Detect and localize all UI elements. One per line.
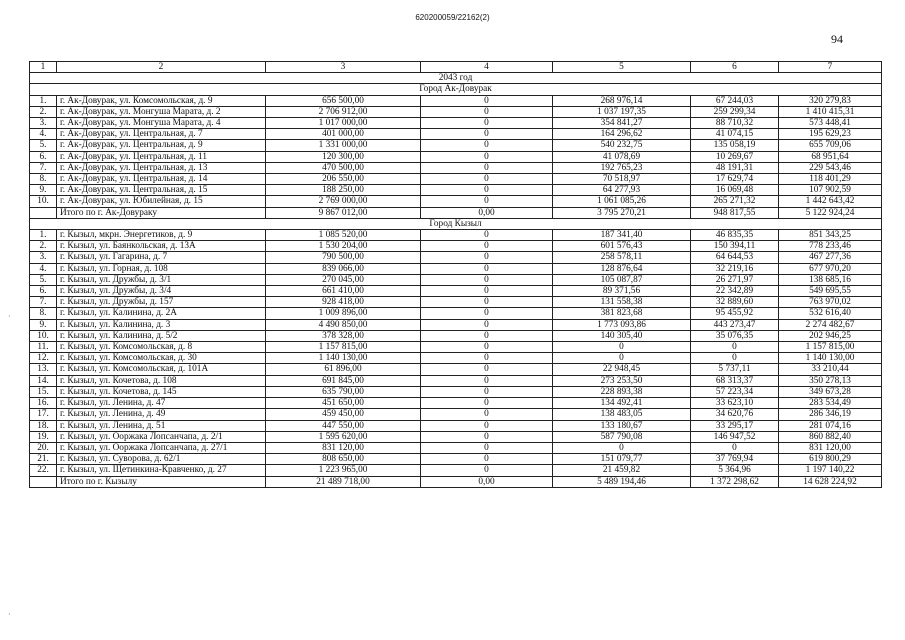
value-cell: 0 — [421, 274, 553, 285]
value-cell: 1 037 197,35 — [553, 106, 691, 117]
value-cell: 164 296,62 — [553, 129, 691, 140]
value-cell: 587 790,08 — [553, 431, 691, 442]
value-cell: 2 769 000,00 — [266, 196, 421, 207]
value-cell: 202 946,25 — [779, 330, 882, 341]
address-cell: г. Кызыл, ул. Горная, д. 108 — [57, 263, 266, 274]
value-cell: 0 — [421, 162, 553, 173]
value-cell: 32 889,60 — [691, 297, 779, 308]
value-cell: 0 — [421, 297, 553, 308]
total-row — [30, 207, 882, 218]
value-cell: 120 300,00 — [266, 151, 421, 162]
value-cell: 37 769,94 — [691, 454, 779, 465]
column-header-cell: 2 — [57, 62, 266, 73]
value-cell: 1 773 093,86 — [553, 319, 691, 330]
value-cell: 0 — [421, 454, 553, 465]
address-cell: г. Кызыл, ул. Калинина, д. 5/2 — [57, 330, 266, 341]
value-cell: 0 — [421, 196, 553, 207]
value-cell: 0 — [421, 241, 553, 252]
value-cell: 95 455,92 — [691, 308, 779, 319]
value-cell: 0 — [421, 442, 553, 453]
table-row — [30, 386, 882, 397]
address-cell: г. Кызыл, ул. Калинина, д. 2А — [57, 308, 266, 319]
total-label: Итого по г. Ак-Довураку — [57, 207, 266, 218]
value-cell: 0 — [421, 342, 553, 353]
column-header-cell: 6 — [691, 62, 779, 73]
table-row — [30, 129, 882, 140]
value-cell: 2 274 482,67 — [779, 319, 882, 330]
value-cell: 10 269,67 — [691, 151, 779, 162]
value-cell: 188 250,00 — [266, 185, 421, 196]
value-cell: 540 232,75 — [553, 140, 691, 151]
row-number-cell: 19. — [30, 431, 57, 442]
row-number-cell: 9. — [30, 185, 57, 196]
table-row — [30, 151, 882, 162]
value-cell: 573 448,41 — [779, 118, 882, 129]
value-cell: 601 576,43 — [553, 241, 691, 252]
address-cell: г. Кызыл, ул. Дружбы, д. 157 — [57, 297, 266, 308]
address-cell: г. Кызыл, ул. Калинина, д. 3 — [57, 319, 266, 330]
address-cell: г. Кызыл, ул. Комсомольская, д. 8 — [57, 342, 266, 353]
column-header-cell: 1 — [30, 62, 57, 73]
value-cell: 64 644,53 — [691, 252, 779, 263]
row-number-cell: 2. — [30, 241, 57, 252]
value-cell: 46 835,35 — [691, 230, 779, 241]
value-cell: 1 530 204,00 — [266, 241, 421, 252]
value-cell: 0 — [421, 118, 553, 129]
address-cell: г. Кызыл, ул. Дружбы, д. 3/1 — [57, 274, 266, 285]
value-cell: 57 223,34 — [691, 386, 779, 397]
value-cell: 0 — [421, 174, 553, 185]
value-cell: 0 — [421, 140, 553, 151]
value-cell: 107 902,59 — [779, 185, 882, 196]
value-cell: 655 709,06 — [779, 140, 882, 151]
table-row — [30, 431, 882, 442]
row-number-cell: 10. — [30, 196, 57, 207]
value-cell: 470 500,00 — [266, 162, 421, 173]
address-cell: г. Ак-Довурак, ул. Центральная, д. 15 — [57, 185, 266, 196]
value-cell: 0 — [421, 151, 553, 162]
value-cell: 677 970,20 — [779, 263, 882, 274]
table-row — [30, 230, 882, 241]
value-cell: 378 328,00 — [266, 330, 421, 341]
value-cell: 1 061 085,26 — [553, 196, 691, 207]
value-cell: 118 401,29 — [779, 174, 882, 185]
value-cell: 1 140 130,00 — [266, 353, 421, 364]
row-number-cell: 17. — [30, 409, 57, 420]
value-cell: 0 — [421, 409, 553, 420]
address-cell: г. Кызыл, ул. Кочетова, д. 108 — [57, 375, 266, 386]
value-cell: 0 — [421, 364, 553, 375]
value-cell: 286 346,19 — [779, 409, 882, 420]
document-id: 620200059/22162(2) — [415, 13, 490, 22]
total-value: 0,00 — [421, 476, 553, 487]
row-number-cell: 12. — [30, 353, 57, 364]
total-value: 5 489 194,46 — [553, 476, 691, 487]
value-cell: 229 543,46 — [779, 162, 882, 173]
address-cell: г. Кызыл, ул. Ленина, д. 49 — [57, 409, 266, 420]
address-cell: г. Кызыл, ул. Ооржака Лопсанчапа, д. 27/1 — [57, 442, 266, 453]
column-header-cell: 5 — [553, 62, 691, 73]
value-cell: 68 951,64 — [779, 151, 882, 162]
value-cell: 0 — [421, 95, 553, 106]
table-row — [30, 308, 882, 319]
value-cell: 443 273,47 — [691, 319, 779, 330]
row-number-cell: 5. — [30, 274, 57, 285]
address-cell: г. Кызыл, ул. Ленина, д. 47 — [57, 398, 266, 409]
value-cell: 350 278,13 — [779, 375, 882, 386]
value-cell: 88 710,32 — [691, 118, 779, 129]
margin-mark: · — [8, 312, 11, 321]
address-cell: г. Кызыл, ул. Дружбы, д. 3/4 — [57, 286, 266, 297]
value-cell: 0 — [553, 342, 691, 353]
row-number-cell: 10. — [30, 330, 57, 341]
value-cell: 138 685,16 — [779, 274, 882, 285]
value-cell: 0 — [691, 353, 779, 364]
value-cell: 192 765,23 — [553, 162, 691, 173]
value-cell: 195 629,23 — [779, 129, 882, 140]
value-cell: 928 418,00 — [266, 297, 421, 308]
table-row — [30, 442, 882, 453]
row-number-cell: 1. — [30, 230, 57, 241]
page-number: 94 — [831, 32, 843, 46]
row-number-cell: 11. — [30, 342, 57, 353]
value-cell: 1 331 000,00 — [266, 140, 421, 151]
value-cell: 381 823,68 — [553, 308, 691, 319]
total-value: 9 867 012,00 — [266, 207, 421, 218]
column-header-cell: 3 — [266, 62, 421, 73]
value-cell: 0 — [421, 263, 553, 274]
address-cell: г. Кызыл, ул. Суворова, д. 62/1 — [57, 454, 266, 465]
value-cell: 67 244,03 — [691, 95, 779, 106]
table-row — [30, 106, 882, 117]
value-cell: 281 074,16 — [779, 420, 882, 431]
row-number-cell: 6. — [30, 151, 57, 162]
address-cell: г. Кызыл, ул. Ооржака Лопсанчапа, д. 2/1 — [57, 431, 266, 442]
value-cell: 808 650,00 — [266, 454, 421, 465]
value-cell: 691 845,00 — [266, 375, 421, 386]
address-cell: г. Кызыл, ул. Ленина, д. 51 — [57, 420, 266, 431]
value-cell: 48 191,31 — [691, 162, 779, 173]
address-cell: г. Ак-Довурак, ул. Центральная, д. 9 — [57, 140, 266, 151]
row-number-cell: 20. — [30, 442, 57, 453]
value-cell: 1 085 520,00 — [266, 230, 421, 241]
value-cell: 21 459,82 — [553, 465, 691, 476]
value-cell: 0 — [421, 375, 553, 386]
row-number-cell: 13. — [30, 364, 57, 375]
value-cell: 661 410,00 — [266, 286, 421, 297]
row-number-cell: 5. — [30, 140, 57, 151]
table-row — [30, 353, 882, 364]
value-cell: 268 976,14 — [553, 95, 691, 106]
total-value: 5 122 924,24 — [779, 207, 882, 218]
total-value: 21 489 718,00 — [266, 476, 421, 487]
value-cell: 273 253,50 — [553, 375, 691, 386]
total-value — [30, 476, 57, 487]
value-cell: 860 882,40 — [779, 431, 882, 442]
value-cell: 187 341,40 — [553, 230, 691, 241]
row-number-cell: 3. — [30, 252, 57, 263]
total-value: 3 795 270,21 — [553, 207, 691, 218]
value-cell: 283 534,49 — [779, 398, 882, 409]
value-cell: 68 313,37 — [691, 375, 779, 386]
value-cell: 17 629,74 — [691, 174, 779, 185]
value-cell: 33 210,44 — [779, 364, 882, 375]
value-cell: 0 — [421, 308, 553, 319]
address-cell: г. Ак-Довурак, ул. Центральная, д. 13 — [57, 162, 266, 173]
table-row — [30, 162, 882, 173]
total-label: Итого по г. Кызылу — [57, 476, 266, 487]
table-row — [30, 375, 882, 386]
value-cell: 0 — [421, 252, 553, 263]
table-row — [30, 364, 882, 375]
row-number-cell: 16. — [30, 398, 57, 409]
table-row — [30, 297, 882, 308]
value-cell: 1 442 643,42 — [779, 196, 882, 207]
table-row — [30, 118, 882, 129]
row-number-cell: 2. — [30, 106, 57, 117]
value-cell: 70 518,97 — [553, 174, 691, 185]
row-number-cell: 9. — [30, 319, 57, 330]
row-number-cell: 21. — [30, 454, 57, 465]
row-number-cell: 14. — [30, 375, 57, 386]
column-header-cell: 7 — [779, 62, 882, 73]
row-number-cell: 6. — [30, 286, 57, 297]
value-cell: 0 — [421, 386, 553, 397]
value-cell: 0 — [421, 185, 553, 196]
table-row — [30, 140, 882, 151]
data-table — [29, 61, 882, 488]
value-cell: 22 342,89 — [691, 286, 779, 297]
value-cell: 0 — [421, 319, 553, 330]
address-cell: г. Кызыл, ул. Щетинкина-Кравченко, д. 27 — [57, 465, 266, 476]
value-cell: 1 017 000,00 — [266, 118, 421, 129]
value-cell: 41 078,69 — [553, 151, 691, 162]
value-cell: 150 394,11 — [691, 241, 779, 252]
value-cell: 1 410 415,31 — [779, 106, 882, 117]
value-cell: 0 — [691, 442, 779, 453]
value-cell: 131 558,38 — [553, 297, 691, 308]
value-cell: 320 279,83 — [779, 95, 882, 106]
value-cell: 778 233,46 — [779, 241, 882, 252]
total-value: 1 372 298,62 — [691, 476, 779, 487]
value-cell: 33 295,17 — [691, 420, 779, 431]
total-row — [30, 476, 882, 487]
row-number-cell: 3. — [30, 118, 57, 129]
value-cell: 16 069,48 — [691, 185, 779, 196]
value-cell: 259 299,34 — [691, 106, 779, 117]
row-number-cell: 8. — [30, 308, 57, 319]
table-row — [30, 196, 882, 207]
value-cell: 138 483,05 — [553, 409, 691, 420]
value-cell: 0 — [421, 420, 553, 431]
value-cell: 354 841,27 — [553, 118, 691, 129]
total-value: 948 817,55 — [691, 207, 779, 218]
table-row — [30, 409, 882, 420]
table-row — [30, 241, 882, 252]
table-row — [30, 252, 882, 263]
table-row — [30, 286, 882, 297]
section-title: Город Ак-Довурак — [30, 84, 882, 95]
address-cell: г. Кызыл, ул. Гагарина, д. 7 — [57, 252, 266, 263]
value-cell: 35 076,35 — [691, 330, 779, 341]
table-row — [30, 274, 882, 285]
value-cell: 1 009 896,00 — [266, 308, 421, 319]
value-cell: 270 045,00 — [266, 274, 421, 285]
address-cell: г. Ак-Довурак, ул. Центральная, д. 14 — [57, 174, 266, 185]
value-cell: 349 673,28 — [779, 386, 882, 397]
value-cell: 839 066,00 — [266, 263, 421, 274]
row-number-cell: 7. — [30, 297, 57, 308]
value-cell: 619 800,29 — [779, 454, 882, 465]
address-cell: г. Кызыл, ул. Комсомольская, д. 101А — [57, 364, 266, 375]
value-cell: 2 706 912,00 — [266, 106, 421, 117]
address-cell: г. Кызыл, ул. Баянкольская, д. 13А — [57, 241, 266, 252]
value-cell: 1 197 140,22 — [779, 465, 882, 476]
value-cell: 105 087,87 — [553, 274, 691, 285]
value-cell: 0 — [421, 353, 553, 364]
value-cell: 451 650,00 — [266, 398, 421, 409]
table-row — [30, 398, 882, 409]
value-cell: 0 — [421, 230, 553, 241]
value-cell: 258 578,11 — [553, 252, 691, 263]
value-cell: 447 550,00 — [266, 420, 421, 431]
row-number-cell: 18. — [30, 420, 57, 431]
value-cell: 0 — [421, 129, 553, 140]
value-cell: 22 948,45 — [553, 364, 691, 375]
section-title: Город Кызыл — [30, 218, 882, 229]
table-row — [30, 319, 882, 330]
table-row — [30, 174, 882, 185]
address-cell: г. Кызыл, мкрн. Энергетиков, д. 9 — [57, 230, 266, 241]
value-cell: 1 223 965,00 — [266, 465, 421, 476]
value-cell: 26 271,97 — [691, 274, 779, 285]
address-cell: г. Ак-Довурак, ул. Центральная, д. 7 — [57, 129, 266, 140]
value-cell: 206 550,00 — [266, 174, 421, 185]
table-row — [30, 330, 882, 341]
value-cell: 831 120,00 — [779, 442, 882, 453]
row-number-cell: 4. — [30, 129, 57, 140]
value-cell: 64 277,93 — [553, 185, 691, 196]
address-cell: г. Кызыл, ул. Комсомольская, д. 30 — [57, 353, 266, 364]
value-cell: 851 343,25 — [779, 230, 882, 241]
value-cell: 467 277,36 — [779, 252, 882, 263]
table-row — [30, 95, 882, 106]
value-cell: 1 157 815,00 — [266, 342, 421, 353]
row-number-cell: 1. — [30, 95, 57, 106]
value-cell: 1 595 620,00 — [266, 431, 421, 442]
row-number-cell: 22. — [30, 465, 57, 476]
margin-mark: · — [8, 610, 11, 619]
address-cell: г. Ак-Довурак, ул. Монгуша Марата, д. 4 — [57, 118, 266, 129]
value-cell: 0 — [421, 398, 553, 409]
year-heading: 2043 год — [30, 73, 882, 84]
value-cell: 61 896,00 — [266, 364, 421, 375]
column-header-row — [30, 62, 882, 73]
value-cell: 135 058,19 — [691, 140, 779, 151]
value-cell: 763 970,02 — [779, 297, 882, 308]
table-row — [30, 454, 882, 465]
address-cell: г. Ак-Довурак, ул. Центральная, д. 11 — [57, 151, 266, 162]
table-row — [30, 263, 882, 274]
value-cell: 228 893,38 — [553, 386, 691, 397]
address-cell: г. Ак-Довурак, ул. Комсомольская, д. 9 — [57, 95, 266, 106]
row-number-cell: 4. — [30, 263, 57, 274]
value-cell: 128 876,64 — [553, 263, 691, 274]
value-cell: 140 305,40 — [553, 330, 691, 341]
value-cell: 549 695,55 — [779, 286, 882, 297]
value-cell: 1 140 130,00 — [779, 353, 882, 364]
value-cell: 5 737,11 — [691, 364, 779, 375]
address-cell: г. Ак-Довурак, ул. Юбилейная, д. 15 — [57, 196, 266, 207]
value-cell: 265 271,32 — [691, 196, 779, 207]
value-cell: 656 500,00 — [266, 95, 421, 106]
value-cell: 134 492,41 — [553, 398, 691, 409]
value-cell: 32 219,16 — [691, 263, 779, 274]
value-cell: 790 500,00 — [266, 252, 421, 263]
value-cell: 831 120,00 — [266, 442, 421, 453]
column-header-cell: 4 — [421, 62, 553, 73]
value-cell: 89 371,56 — [553, 286, 691, 297]
total-value — [30, 207, 57, 218]
table-row — [30, 420, 882, 431]
table-row — [30, 465, 882, 476]
value-cell: 4 490 850,00 — [266, 319, 421, 330]
address-cell: г. Ак-Довурак, ул. Монгуша Марата, д. 2 — [57, 106, 266, 117]
value-cell: 0 — [421, 431, 553, 442]
value-cell: 0 — [421, 330, 553, 341]
value-cell: 532 616,40 — [779, 308, 882, 319]
value-cell: 459 450,00 — [266, 409, 421, 420]
table-row — [30, 342, 882, 353]
value-cell: 151 079,77 — [553, 454, 691, 465]
value-cell: 0 — [553, 353, 691, 364]
value-cell: 401 000,00 — [266, 129, 421, 140]
value-cell: 0 — [553, 442, 691, 453]
value-cell: 0 — [691, 342, 779, 353]
value-cell: 133 180,67 — [553, 420, 691, 431]
total-value: 0,00 — [421, 207, 553, 218]
row-number-cell: 7. — [30, 162, 57, 173]
row-number-cell: 8. — [30, 174, 57, 185]
value-cell: 0 — [421, 106, 553, 117]
value-cell: 5 364,96 — [691, 465, 779, 476]
value-cell: 146 947,52 — [691, 431, 779, 442]
row-number-cell: 15. — [30, 386, 57, 397]
table-row — [30, 185, 882, 196]
address-cell: г. Кызыл, ул. Кочетова, д. 145 — [57, 386, 266, 397]
value-cell: 635 790,00 — [266, 386, 421, 397]
value-cell: 34 620,76 — [691, 409, 779, 420]
total-value: 14 628 224,92 — [779, 476, 882, 487]
value-cell: 33 623,10 — [691, 398, 779, 409]
value-cell: 1 157 815,00 — [779, 342, 882, 353]
value-cell: 0 — [421, 465, 553, 476]
value-cell: 0 — [421, 286, 553, 297]
value-cell: 41 074,15 — [691, 129, 779, 140]
